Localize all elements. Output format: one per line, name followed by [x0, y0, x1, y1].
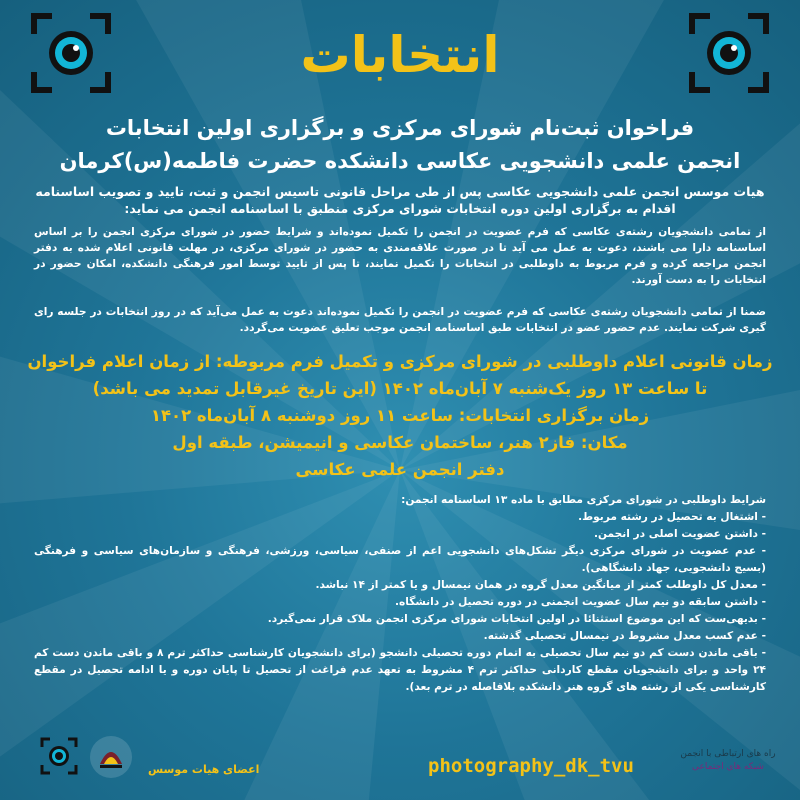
conditions-list	[34, 492, 766, 696]
list-item: - معدل کل داوطلب کمتر از میانگین معدل گروه در همان نیمسال و یا کمتر از ۱۴ نباشد.	[315, 579, 766, 591]
list-item: - داشتن سابقه دو نیم سال عضویت انجمنی در دوره تحصیل در دانشگاه.	[394, 596, 766, 608]
university-logo-icon	[88, 734, 134, 780]
instagram-handle-link[interactable]: photography_dk_tvu	[428, 755, 634, 777]
schedule-line-registration: زمان قانونی اعلام داوطلبی در شورای مرکزی و تکمیل فرم مربوطه: از زمان اعلام فراخوان	[27, 352, 773, 371]
schedule-line-election-time: زمان برگزاری انتخابات: ساعت ۱۱ روز دوشنبه ۸ آبان‌ماه ۱۴۰۲	[150, 406, 650, 425]
headline-line-2: انجمن علمی دانشجویی عکاسی دانشکده حضرت فاطمه(س)کرمان	[59, 149, 741, 173]
schedule-line-location: مکان: فاز۲ هنر، ساختمان عکاسی و انیمیشن، طبقه اول	[172, 433, 628, 452]
list-item: - باقی ماندن دست کم دو نیم سال تحصیلی به اتمام دوره تحصیلی دانشجو (برای دانشجویان کارشناسی حداکثر ترم ۸ و باقی ماندن دست کم ۲۴ واحد و برای دانشجویان مقطع کاردانی حداکثر ترم ۴ مشروط به تعهد عدم فراغت از تحصیل تا پایان دوره و یا ادامه تحصیل در مقطع کارشناسی یکی از رشته های گروه هنر دانشکده بلافاصله در ترم بعد).	[34, 647, 766, 693]
camera-lens-logo-icon	[40, 737, 78, 775]
list-item: - بدیهی‌ست که این موضوع استثنائا در اولین انتخابات شورای مرکزی انجمن ملاک قرار نمی‌گیرد.	[267, 613, 766, 625]
conditions-heading: شرایط داوطلبی در شورای مرکزی مطابق با ماده ۱۳ اساسنامه انجمن:	[401, 494, 766, 506]
list-item: - داشتن عضویت اصلی در انجمن.	[593, 528, 766, 540]
contact-channels-label: راه های ارتباطی با انجمن	[680, 749, 776, 759]
page-title: انتخابات	[300, 26, 500, 84]
invitation-paragraph: از تمامی دانشجویان رشته‌ی عکاسی که فرم عضویت در انجمن را تکمیل نموده‌اند و شرایط حضور در شورای مرکزی انجمن را بر اساس اساسنامه دارا می باشند، دعوت به عمل می آید تا در صورت علاقه‌مندی به حضور در شورای مرکزی، در مهلت قانونی اعلام شده به دفتر انجمن مراجعه کرده و فرم مربوط به داوطلبی در انتخابات را تکمیل نمایند، تا پس از تایید توسط امور فرهنگی دانشکده، امکان حضور در انتخابات را به دست آورند.	[34, 226, 766, 286]
schedule-line-deadline: تا ساعت ۱۳ روز یک‌شنبه ۷ آبان‌ماه ۱۴۰۲ (این تاریخ غیرقابل تمدید می باشد)	[92, 379, 708, 398]
schedule-block	[20, 348, 780, 483]
list-item: - عدم کسب معدل مشروط در نیمسال تحصیلی گذشته.	[483, 630, 766, 642]
schedule-line-office: دفتر انجمن علمی عکاسی	[295, 460, 505, 479]
camera-lens-logo-icon	[688, 12, 770, 94]
list-item: - اشتغال به تحصیل در رشته مربوط.	[578, 511, 766, 523]
headline-line-1: فراخوان ثبت‌نام شورای مرکزی و برگزاری اولین انتخابات	[105, 116, 695, 140]
camera-lens-logo-icon	[30, 12, 112, 94]
voting-paragraph: ضمنا از تمامی دانشجویان رشته‌ی عکاسی که فرم عضویت در انجمن را تکمیل نموده‌اند دعوت به عمل می‌آید که در روز انتخابات در جلسه رای گیری شرکت نمایند. عدم حضور عضو در انتخابات طبق اساسنامه انجمن موجب تعلیق عضویت می‌گردد.	[34, 306, 766, 334]
intro-paragraph: هیات موسس انجمن علمی دانشجویی عکاسی پس از طی مراحل قانونی تاسیس انجمن و ثبت، تایید و تصویب اساسنامه اقدام به برگزاری اولین دوره انتخابات شورای مرکزی منطبق با اساسنامه انجمن می نماید:	[35, 184, 765, 216]
social-networks-label: شبکه های اجتماعی	[692, 762, 764, 772]
contact-channels	[666, 748, 790, 774]
list-item: - عدم عضویت در شورای مرکزی دیگر تشکل‌های دانشجویی اعم از صنفی، سیاسی، ورزشی، فرهنگی و سازمان‌های سیاسی و فرهنگی (بسیج دانشجویی، جهاد دانشگاهی).	[34, 545, 766, 574]
founding-members-label: اعضای هیات موسس	[148, 763, 260, 776]
